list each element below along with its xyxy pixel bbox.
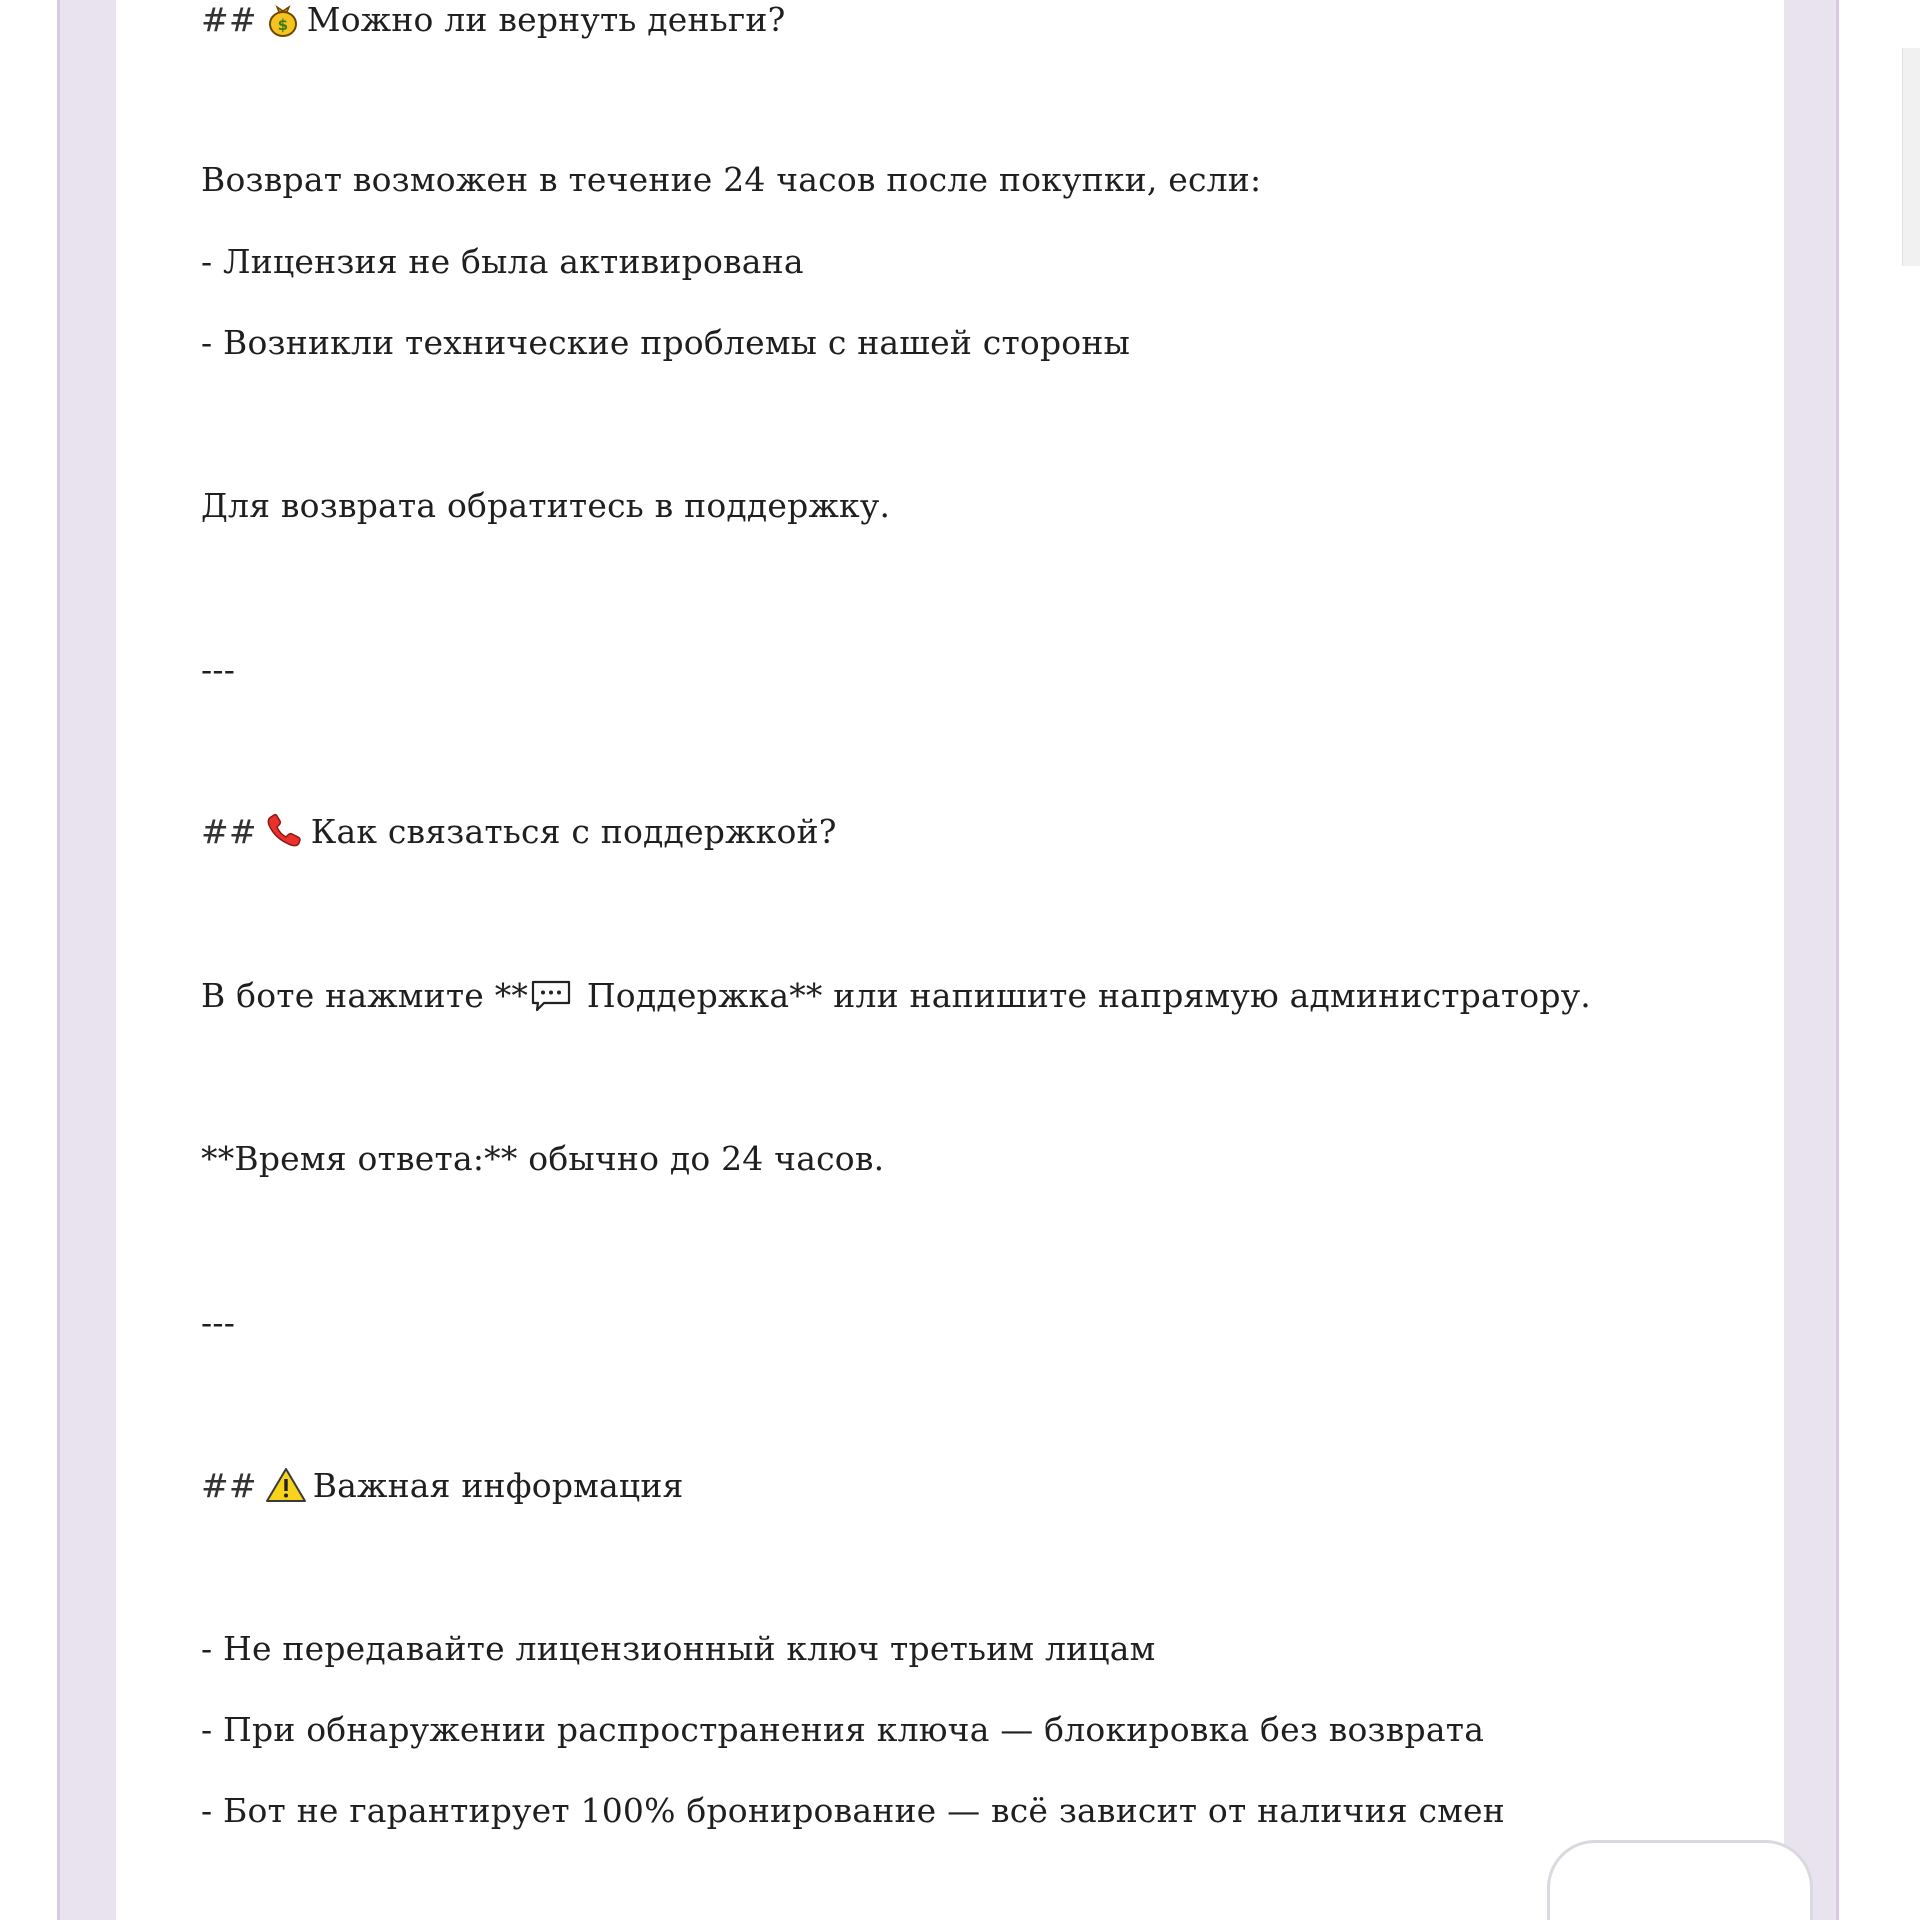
svg-text:$: $ [277, 16, 289, 34]
heading-marker: ## [201, 0, 257, 39]
response-time: **Время ответа:** обычно до 24 часов. [201, 1139, 885, 1178]
support-instructions-start: В боте нажмите ** [201, 976, 529, 1015]
refund-condition-1: - Лицензия не была активирована [201, 242, 804, 281]
refund-condition-2: - Возникли технические проблемы с нашей стороны [201, 323, 1131, 362]
refund-heading [201, 0, 785, 46]
money-bag-icon [265, 1, 301, 46]
support-heading [201, 812, 837, 858]
warning-heading-text: Важная информация [312, 1466, 684, 1505]
separator: --- [201, 1303, 236, 1342]
refund-intro: Возврат возможен в течение 24 часов после покупки, если: [201, 160, 1262, 199]
separator: --- [201, 650, 236, 689]
refund-heading-text: Можно ли вернуть деньги? [306, 0, 786, 39]
speech-bubble-icon [530, 979, 572, 1022]
support-heading-text: Как связаться с поддержкой? [310, 812, 837, 851]
refund-contact: Для возврата обратитесь в поддержку. [201, 486, 891, 525]
heading-marker: ## [201, 812, 257, 851]
scrollbar[interactable] [1902, 48, 1920, 266]
heading-marker: ## [201, 1466, 257, 1505]
floating-action-button[interactable] [1547, 1840, 1813, 1920]
warning-heading [201, 1466, 684, 1512]
support-instructions-end: Поддержка** или напишите напрямую администратору. [576, 976, 1591, 1015]
support-instructions [201, 976, 1591, 1022]
warning-item-3: - Бот не гарантирует 100% бронирование — всё зависит от наличия смен [201, 1791, 1505, 1830]
warning-item-1: - Не передавайте лицензионный ключ третьим лицам [201, 1629, 1156, 1668]
warning-icon [265, 1467, 307, 1512]
telephone-icon [265, 813, 305, 858]
warning-item-2: - При обнаружении распространения ключа — блокировка без возврата [201, 1710, 1485, 1749]
